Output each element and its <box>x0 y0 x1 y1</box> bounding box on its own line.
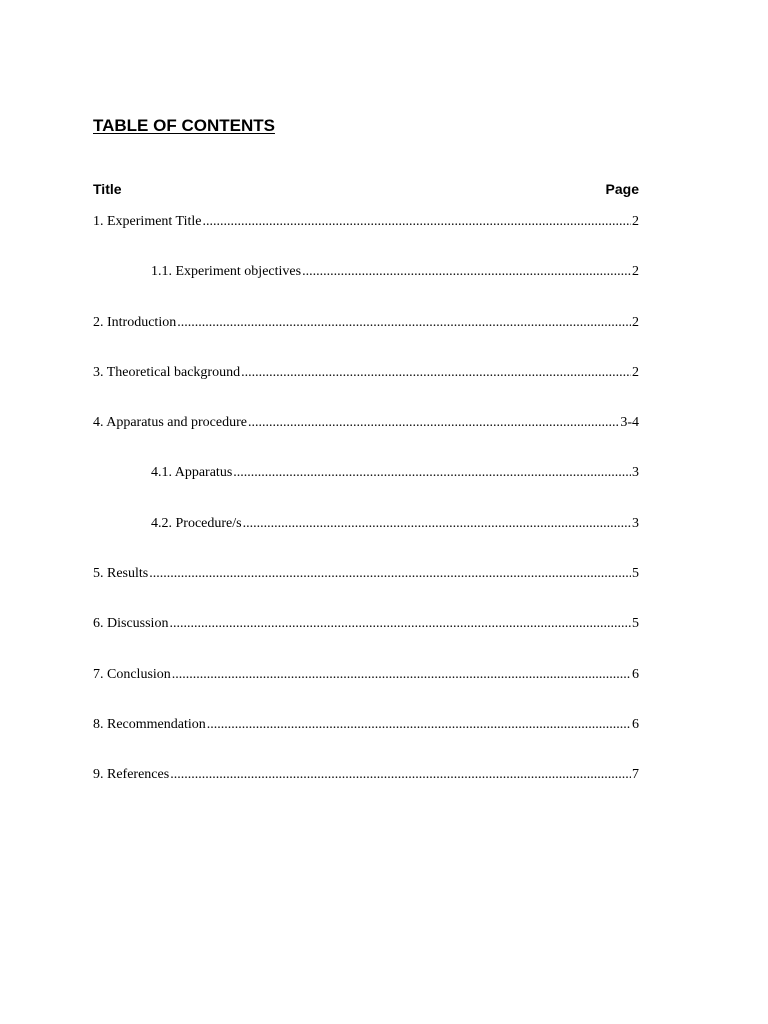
toc-heading: TABLE OF CONTENTS <box>93 116 275 135</box>
title-column-header: Title <box>93 181 122 197</box>
toc-entry-label: 6. Discussion <box>93 616 169 632</box>
toc-entry-page: 2 <box>632 264 639 280</box>
toc-entry-label: 4.2. Procedure/s <box>151 515 242 531</box>
toc-entry-introduction[interactable] <box>93 315 639 365</box>
toc-entry-label: 4. Apparatus and procedure <box>93 415 247 431</box>
dot-leader <box>169 616 631 632</box>
toc-entry-page: 5 <box>632 566 639 582</box>
dot-leader <box>302 264 631 280</box>
toc-entry-experiment-title[interactable] <box>93 214 639 264</box>
toc-entry-references[interactable] <box>93 767 639 817</box>
toc-entry-label: 8. Recommendation <box>93 716 206 732</box>
dot-leader <box>149 566 631 582</box>
toc-entry-label: 1. Experiment Title <box>93 214 202 229</box>
document-page <box>93 0 639 1024</box>
toc-entry-label: 4.1. Apparatus <box>151 465 233 481</box>
toc-entry-page: 3 <box>632 465 639 481</box>
toc-entry-conclusion[interactable] <box>93 667 639 717</box>
toc-entry-label: 3. Theoretical background <box>93 364 241 380</box>
dot-leader <box>248 415 619 431</box>
toc-entry-label: 7. Conclusion <box>93 666 171 682</box>
dot-leader <box>170 767 631 783</box>
dot-leader <box>243 516 631 532</box>
dot-leader <box>241 365 631 381</box>
dot-leader <box>207 717 631 733</box>
toc-entry-results[interactable] <box>93 566 639 616</box>
dot-leader <box>233 465 631 481</box>
toc-entry-page: 6 <box>632 666 639 682</box>
dot-leader <box>177 315 631 331</box>
dot-leader <box>172 667 631 683</box>
toc-entry-page: 2 <box>632 214 639 229</box>
toc-entry-page: 3-4 <box>620 415 639 431</box>
toc-entry-experiment-objectives[interactable] <box>93 264 639 314</box>
toc-entry-label: 9. References <box>93 767 170 783</box>
toc-list <box>93 214 639 818</box>
toc-entry-page: 6 <box>632 716 639 732</box>
toc-entry-page: 7 <box>632 767 639 783</box>
toc-entry-page: 3 <box>632 515 639 531</box>
toc-entry-label: 5. Results <box>93 566 149 582</box>
toc-entry-theoretical-background[interactable] <box>93 365 639 415</box>
toc-entry-page: 5 <box>632 616 639 632</box>
toc-entry-apparatus-and-procedure[interactable] <box>93 415 639 465</box>
toc-entry-label: 2. Introduction <box>93 314 177 330</box>
toc-column-headers <box>93 181 639 201</box>
toc-entry-page: 2 <box>632 314 639 330</box>
toc-entry-label: 1.1. Experiment objectives <box>151 264 302 280</box>
page-column-header: Page <box>605 181 639 197</box>
toc-entry-procedures[interactable] <box>93 516 639 566</box>
toc-entry-discussion[interactable] <box>93 616 639 666</box>
dot-leader <box>203 214 632 230</box>
toc-entry-recommendation[interactable] <box>93 717 639 767</box>
toc-entry-page: 2 <box>632 364 639 380</box>
toc-entry-apparatus[interactable] <box>93 465 639 515</box>
